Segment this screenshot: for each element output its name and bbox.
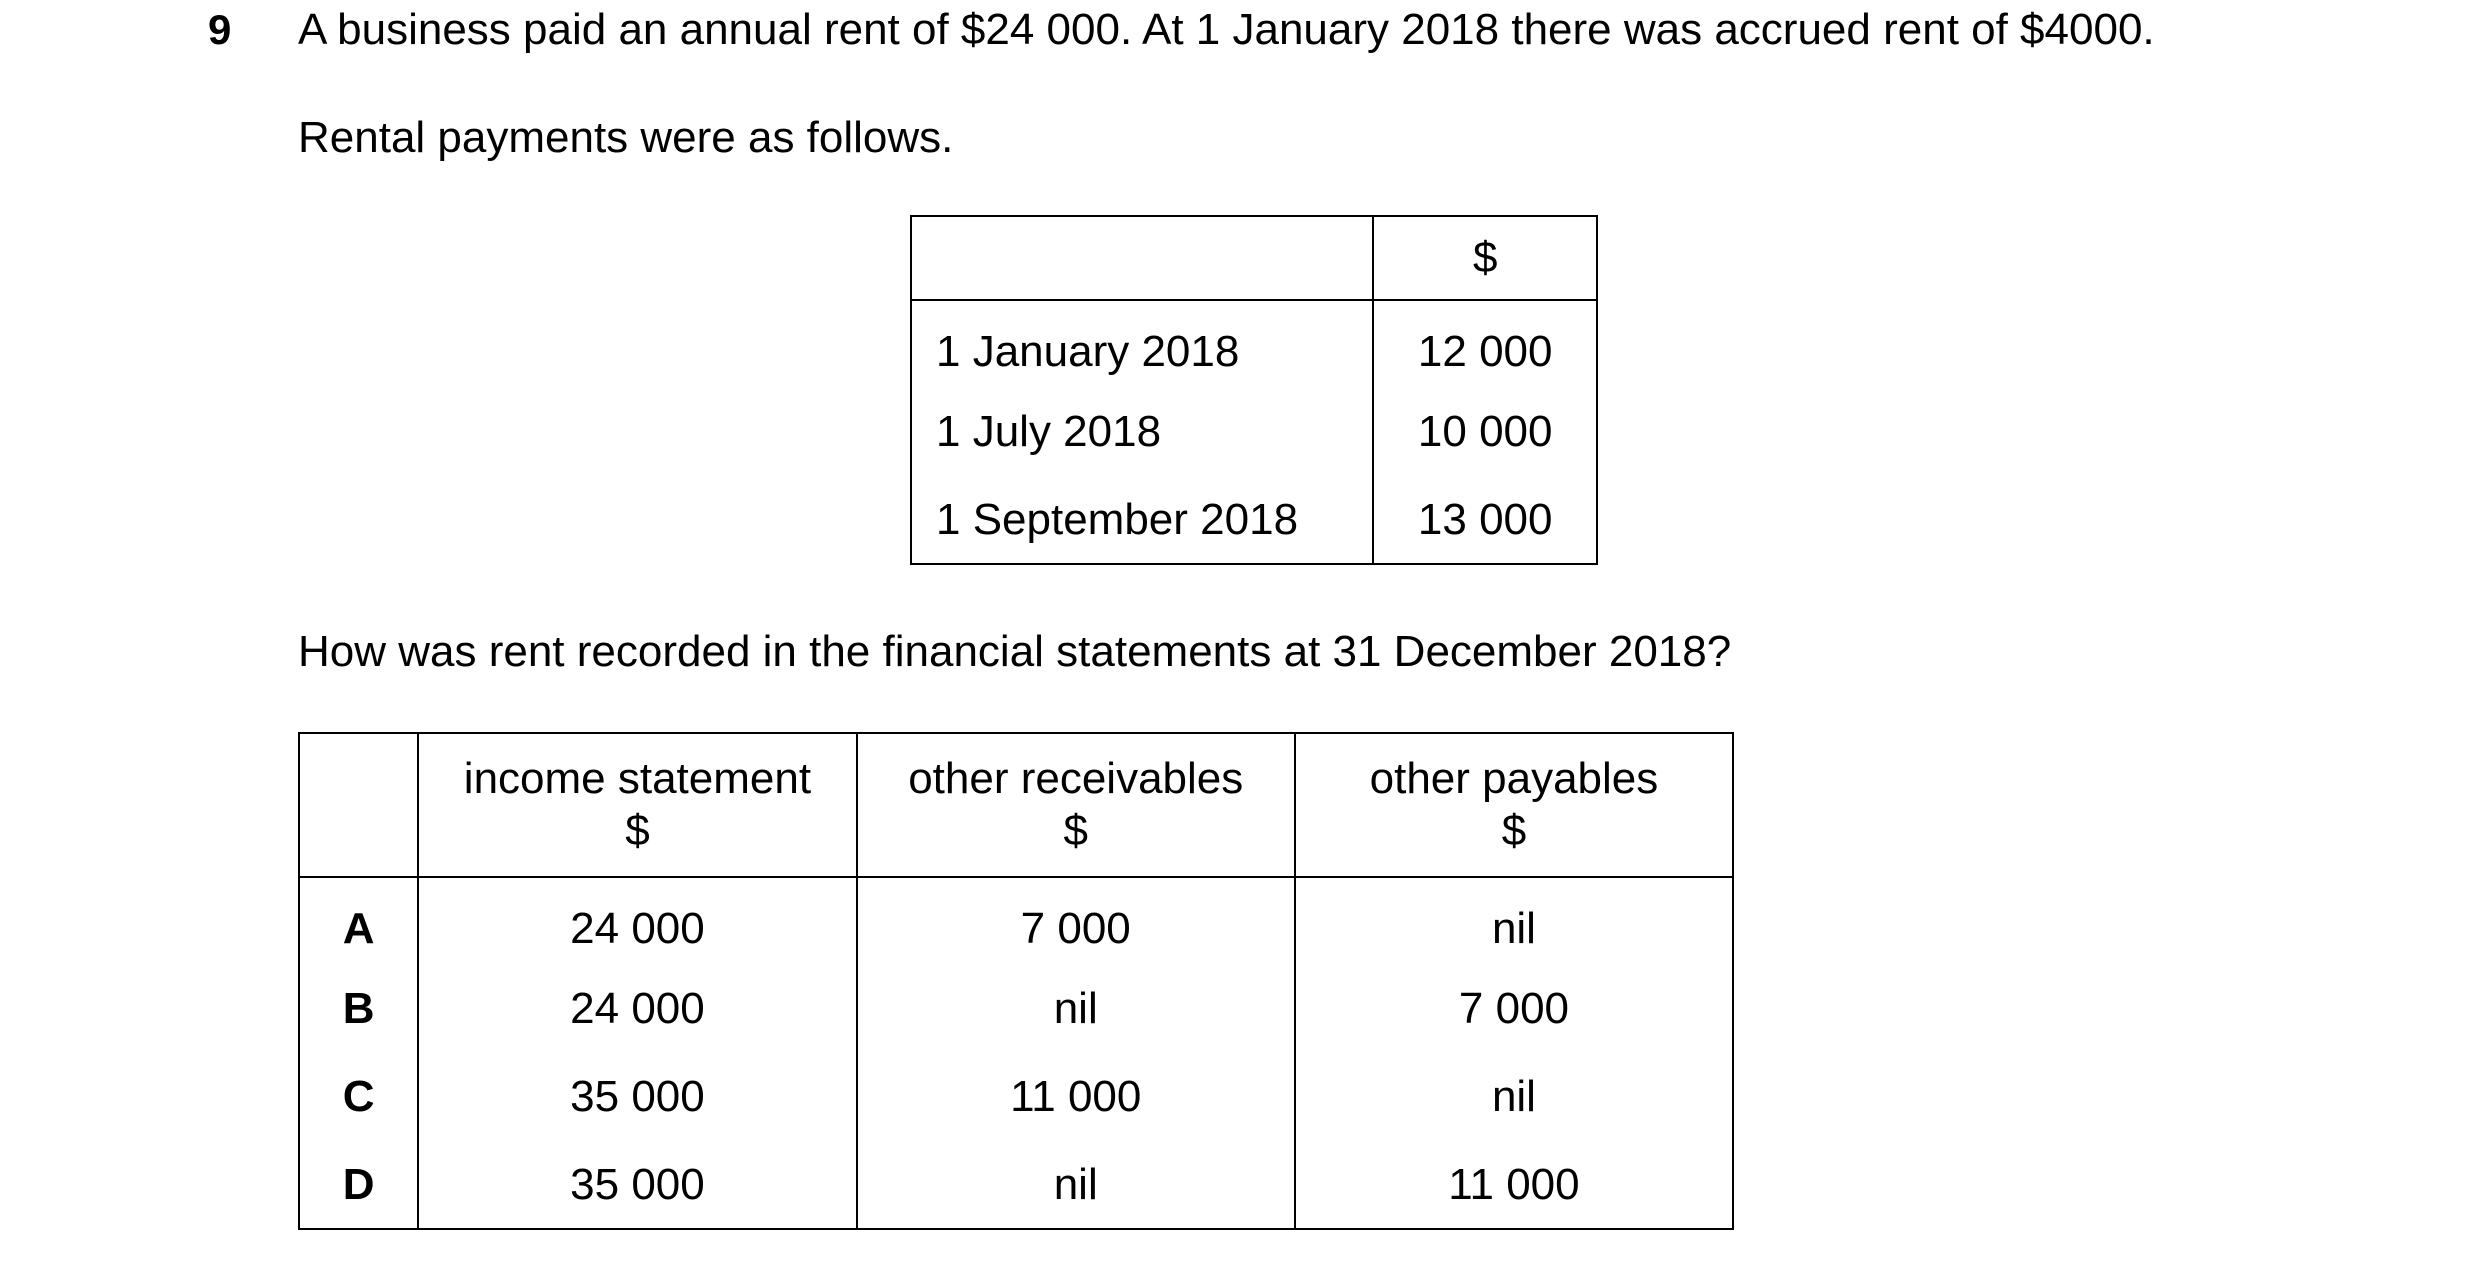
option-row-c[interactable] bbox=[299, 1053, 1733, 1141]
option-letter[interactable]: C bbox=[342, 1072, 375, 1121]
option-receivables: nil bbox=[857, 1141, 1295, 1229]
header-income-statement bbox=[418, 733, 856, 877]
options-header-row bbox=[299, 733, 1733, 877]
question-number: 9 bbox=[208, 6, 232, 53]
answer-options-table bbox=[298, 732, 1734, 1230]
option-letter[interactable]: A bbox=[342, 903, 375, 953]
payment-date: 1 January 2018 bbox=[936, 326, 1240, 376]
option-row-a[interactable] bbox=[299, 877, 1733, 965]
payments-header-date bbox=[911, 216, 1373, 300]
option-income: 35 000 bbox=[418, 1053, 856, 1141]
question-intro: Rental payments were as follows. bbox=[298, 113, 954, 162]
payment-amount: 10 000 bbox=[1373, 388, 1597, 476]
option-income: 35 000 bbox=[418, 1141, 856, 1229]
payment-amount: 12 000 bbox=[1373, 300, 1597, 388]
option-letter[interactable]: B bbox=[342, 984, 375, 1033]
options-header-blank bbox=[299, 733, 418, 877]
option-receivables: 11 000 bbox=[857, 1053, 1295, 1141]
header-label: income statement bbox=[463, 754, 812, 803]
option-row-d[interactable] bbox=[299, 1141, 1733, 1229]
payment-amount: 13 000 bbox=[1373, 476, 1597, 564]
header-unit: $ bbox=[625, 806, 650, 855]
header-label: other payables bbox=[1369, 754, 1659, 803]
option-payables: nil bbox=[1295, 1053, 1733, 1141]
rental-payments-table bbox=[910, 215, 1598, 565]
option-income: 24 000 bbox=[418, 877, 856, 965]
header-other-receivables bbox=[857, 733, 1295, 877]
option-receivables: nil bbox=[857, 965, 1295, 1053]
option-payables: 11 000 bbox=[1295, 1141, 1733, 1229]
option-payables: 7 000 bbox=[1295, 965, 1733, 1053]
header-unit: $ bbox=[1063, 806, 1088, 855]
payments-header-row bbox=[911, 216, 1597, 300]
option-letter[interactable]: D bbox=[342, 1159, 375, 1209]
header-other-payables bbox=[1295, 733, 1733, 877]
header-unit: $ bbox=[1501, 806, 1527, 855]
header-label: other receivables bbox=[908, 754, 1244, 803]
table-row bbox=[911, 300, 1597, 388]
question-prompt: How was rent recorded in the financial statements at 31 December 2018? bbox=[298, 627, 1732, 676]
payment-date: 1 July 2018 bbox=[936, 407, 1162, 456]
option-payables: nil bbox=[1295, 877, 1733, 965]
question-stem: A business paid an annual rent of $24 000. At 1 January 2018 there was accrued rent of $4000. bbox=[298, 5, 2155, 54]
payments-header-amount: $ bbox=[1373, 216, 1597, 300]
option-receivables: 7 000 bbox=[857, 877, 1295, 965]
payment-date: 1 September 2018 bbox=[936, 494, 1299, 544]
option-row-b[interactable] bbox=[299, 965, 1733, 1053]
table-row bbox=[911, 476, 1597, 564]
table-row bbox=[911, 388, 1597, 476]
option-income: 24 000 bbox=[418, 965, 856, 1053]
